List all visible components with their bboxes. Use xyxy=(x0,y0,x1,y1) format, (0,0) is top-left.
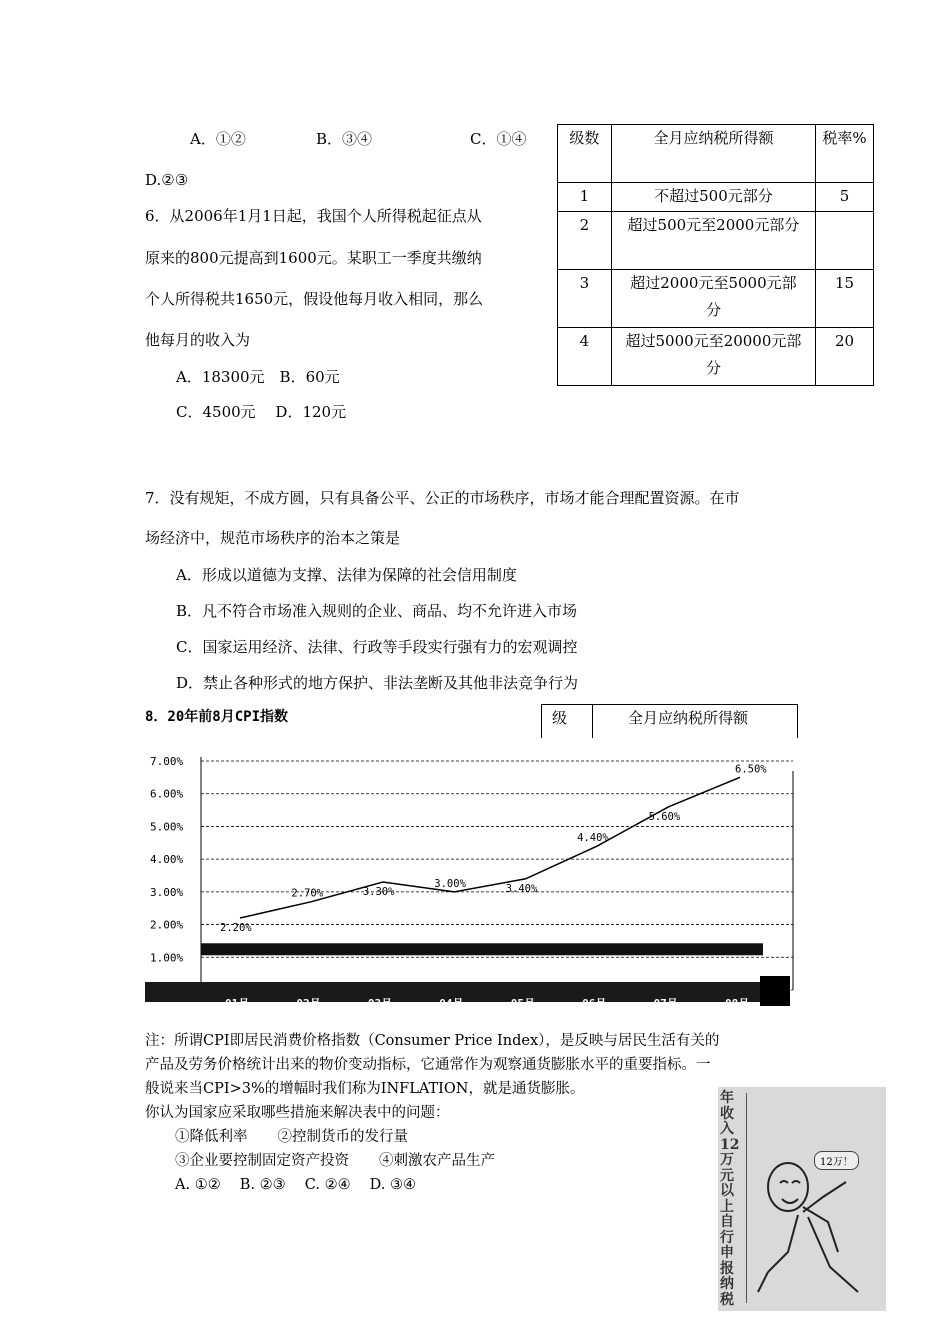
x-tick-label: 08月 xyxy=(725,997,750,1010)
q7-option-c: C．国家运用经济、法律、行政等手段实行强有力的宏观调控 xyxy=(176,638,578,656)
q6-options-cd: C．4500元 D．120元 xyxy=(176,403,347,421)
q7-stem-line2: 场经济中，规范市场秩序的治本之策是 xyxy=(145,529,401,547)
row-income: 超过500元至2000元部分 xyxy=(611,212,815,270)
value-label: 3.40% xyxy=(505,882,538,895)
table-row xyxy=(558,212,874,270)
cpi-line-chart xyxy=(145,740,805,1010)
row-level: 4 xyxy=(558,328,612,386)
y-tick-label: 5.00% xyxy=(150,820,184,834)
q8-note xyxy=(145,1029,815,1197)
note-line3: 般说来当CPI>3%的增幅时我们称为INFLATION，就是通货膨胀。 xyxy=(145,1081,585,1097)
y-tick-label: 2.00% xyxy=(150,918,184,932)
base-band-dark xyxy=(201,943,763,955)
fragment-income: 全月应纳税所得额 xyxy=(628,709,749,727)
q7-stem-line1: 7．没有规矩，不成方圆，只有具备公平、公正的市场秩序，市场才能合理配置资源。在市 xyxy=(145,489,740,507)
value-label: 4.40% xyxy=(577,832,609,845)
table-row xyxy=(558,328,874,386)
value-label: 6.50% xyxy=(735,763,767,776)
note-line1: 注：所谓CPI即居民消费价格指数（Consumer Price Index），是反映与居民生活有关的 xyxy=(145,1033,720,1049)
value-label: 2.70% xyxy=(291,887,324,900)
tax-cartoon xyxy=(718,1087,886,1311)
row-level: 1 xyxy=(558,183,612,212)
x-tick-label: 02月 xyxy=(296,997,321,1010)
cartoon-bubble: 12万！ xyxy=(814,1151,859,1170)
q7-option-d: D．禁止各种形式的地方保护、非法垄断及其他非法竞争行为 xyxy=(176,674,579,692)
row-rate: 20 xyxy=(816,328,874,386)
q8-measures-row1 xyxy=(145,1125,815,1149)
y-tick-label: 1.00% xyxy=(150,951,184,965)
measure-4: ④刺激农产品生产 xyxy=(379,1153,495,1169)
q6-stem-line2: 原来的800元提高到1600元。某职工一季度共缴纳 xyxy=(145,249,482,267)
row-income: 超过2000元至5000元部分 xyxy=(611,270,815,328)
chart-value-labels xyxy=(220,763,767,934)
q8-measures-row2 xyxy=(145,1149,815,1173)
header-income: 全月应纳税所得额 xyxy=(611,125,815,183)
tax-rate-table xyxy=(557,124,874,386)
q5-option-d: D.②③ xyxy=(145,171,189,189)
table-row xyxy=(558,270,874,328)
row-level: 3 xyxy=(558,270,612,328)
row-level: 2 xyxy=(558,212,612,270)
q5-options xyxy=(0,128,560,148)
measure-2: ②控制货币的发行量 xyxy=(277,1129,408,1145)
fragment-divider xyxy=(592,705,593,738)
q8-table-fragment xyxy=(541,704,798,738)
q7-option-b: B．凡不符合市场准入规则的企业、商品、均不允许进入市场 xyxy=(176,602,578,620)
x-tick-label: 06月 xyxy=(582,997,607,1010)
y-tick-label: 7.00% xyxy=(150,755,184,768)
fragment-level: 级 xyxy=(552,709,568,727)
chart-y-ticks xyxy=(150,755,183,997)
row-rate xyxy=(816,212,874,270)
value-label: 3.30% xyxy=(362,886,395,899)
value-label: 2.20% xyxy=(220,922,252,935)
y-tick-label: 4.00% xyxy=(150,853,184,867)
row-income: 超过5000元至20000元部分 xyxy=(611,328,815,386)
q6-stem-line1: 6．从2006年1月1日起，我国个人所得税起征点从 xyxy=(145,207,482,225)
note-line2: 产品及劳务价格统计出来的物价变动指标，它通常作为观察通货膨胀水平的重要指标。一 xyxy=(145,1057,711,1073)
q8-title: 8．20年前8月CPI指数 xyxy=(145,709,289,725)
tax-table-header xyxy=(558,125,874,183)
q6-stem-line3: 个人所得税共1650元，假设他每月收入相同，那么 xyxy=(145,290,484,308)
row-rate: 15 xyxy=(816,270,874,328)
row-rate: 5 xyxy=(816,183,874,212)
x-tick-label: 05月 xyxy=(510,997,535,1010)
q5-option-c: C．①④ xyxy=(470,130,527,148)
table-row xyxy=(558,183,874,212)
q5-option-b: B．③④ xyxy=(316,130,373,148)
value-label: 3.00% xyxy=(434,877,466,890)
q5-option-a: A．①② xyxy=(190,130,246,148)
measure-3: ③企业要控制固定资产投资 xyxy=(175,1153,349,1169)
measure-1: ①降低利率 xyxy=(175,1129,248,1145)
row-income: 不超过500元部分 xyxy=(611,183,815,212)
header-rate: 税率% xyxy=(816,125,874,183)
x-tick-label: 07月 xyxy=(653,997,678,1010)
q8-question: 你认为国家应采取哪些措施来解决表中的问题： xyxy=(145,1105,450,1121)
value-label: 5.60% xyxy=(648,810,681,823)
cartoon-caption: 年收入12万元以上自行申报纳税 xyxy=(720,1090,740,1308)
q8-options: A. ①② B. ②③ C. ②④ D. ③④ xyxy=(175,1177,417,1193)
running-man-illustration xyxy=(718,1087,886,1311)
x-tick-label: 01月 xyxy=(225,997,250,1010)
x-tick-label: 04月 xyxy=(439,997,464,1010)
x-tick-label: 03月 xyxy=(367,997,393,1010)
q7-option-a: A．形成以道德为支撑、法律为保障的社会信用制度 xyxy=(176,566,517,584)
y-tick-label: 6.00% xyxy=(150,787,184,801)
q6-options-ab: A．18300元 B．60元 xyxy=(176,368,340,386)
header-level: 级数 xyxy=(558,125,612,183)
base-band-corner xyxy=(760,976,790,1006)
y-tick-label: 3.00% xyxy=(150,885,184,899)
q6-stem-line4: 他每月的收入为 xyxy=(145,331,251,349)
